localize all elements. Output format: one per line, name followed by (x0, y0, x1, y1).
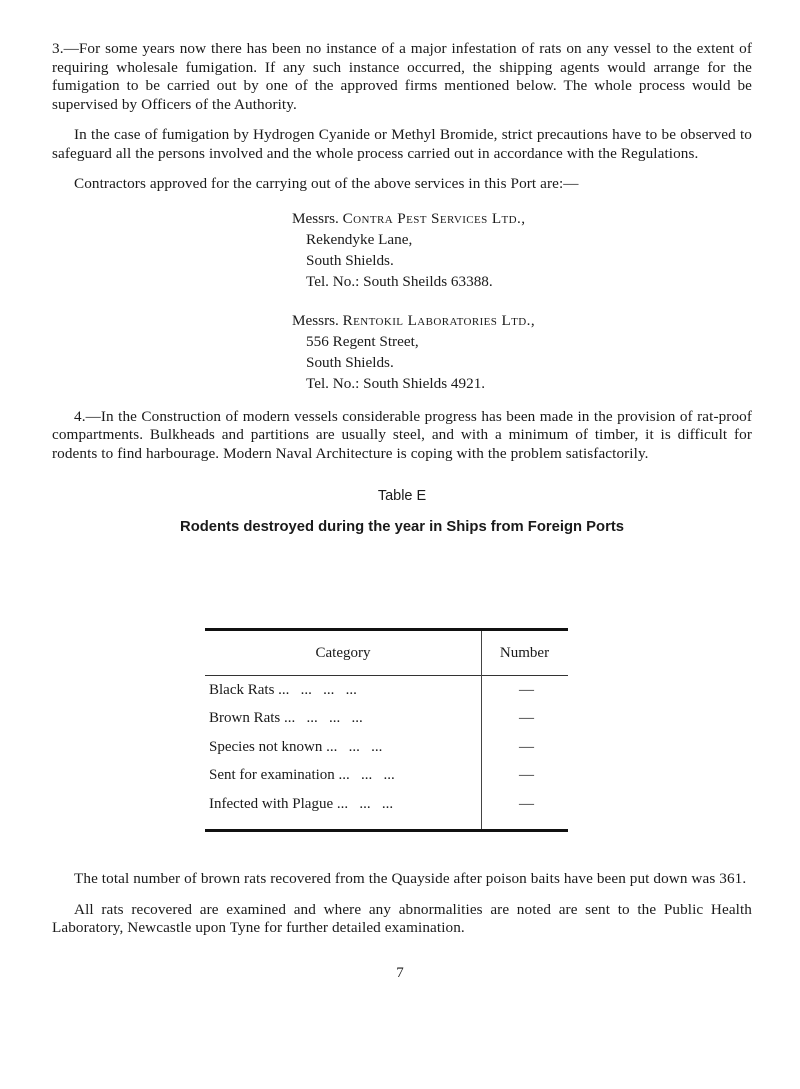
table-row (205, 733, 568, 762)
rodents-table (205, 628, 568, 832)
contractor-1-tel: Tel. No.: South Sheilds 63388. (306, 272, 493, 290)
row-number: — (519, 710, 534, 727)
paragraph-examination-text: All rats recovered are examined and where any abnormalities are noted are sent to the Public Health Laboratory, Newcastle upon Tyne for further detailed examination. (52, 900, 752, 936)
paragraph-3: 3.—For some years now there has been no instance of a major infestation of rats on any vessel to the extent of requiring wholesale fumigation. If any such instance occurred, the shipping agents would arrange for the fumigation to be carried out by one of the approved firms mentioned below. The whole process would be supervised by Officers of the Authority. (52, 40, 752, 113)
row-number: — (519, 795, 534, 812)
paragraph-total-brown-rats (52, 870, 752, 889)
contractor-2-town: South Shields. (306, 353, 394, 371)
row-category: Black Rats ... ... ... ... (209, 681, 357, 698)
page-number: 7 (396, 965, 404, 981)
row-number: — (519, 767, 534, 784)
header-category: Category (315, 644, 371, 661)
table-row (205, 705, 568, 734)
paragraph-fumigation-precautions (52, 126, 752, 163)
paragraph-contractors (52, 175, 752, 194)
table-title: Rodents destroyed during the year in Ships from Foreign Ports (180, 519, 624, 535)
table-header-row (205, 631, 568, 676)
table-row (205, 762, 568, 791)
row-category: Infected with Plague ... ... ... (209, 795, 394, 812)
contractor-1 (292, 208, 752, 292)
contractor-2-name: Rentokil Laboratories Ltd., (342, 311, 536, 329)
paragraph-4-text: 4.—In the Construction of modern vessels considerable progress has been made in the provision of rat-proof compartments. Bulkheads and partitions are usually steel, and with a minimum of timber, it is difficult for rodents to find harbourage. Modern Naval Architecture is coping with the problem satisfactorily. (52, 407, 752, 462)
paragraph-total-text: The total number of brown rats recovered from the Quayside after poison baits have been put down was 361. (74, 870, 747, 887)
table-label: Table E (377, 488, 427, 504)
contractor-1-prefix: Messrs. (292, 209, 343, 227)
row-category: Species not known ... ... ... (209, 738, 383, 755)
contractor-1-town: South Shields. (306, 251, 394, 269)
contractor-1-firm (292, 208, 752, 229)
document-page (52, 40, 752, 535)
contractor-2-tel: Tel. No.: South Shields 4921. (306, 374, 486, 392)
contractor-1-street: Rekendyke Lane, (306, 230, 413, 248)
contractor-2-firm (292, 310, 752, 331)
contractor-1-name: Contra Pest Services Ltd., (342, 209, 526, 227)
contractor-2-prefix: Messrs. (292, 311, 343, 329)
row-number: — (519, 681, 534, 698)
paragraph-4 (52, 408, 752, 464)
table-column-divider (481, 631, 482, 829)
table-row (205, 676, 568, 705)
row-number: — (519, 738, 534, 755)
row-category: Sent for examination ... ... ... (209, 767, 395, 784)
contractor-2 (292, 310, 752, 394)
paragraph-examination (52, 901, 752, 938)
contractor-2-street: 556 Regent Street, (306, 332, 419, 350)
paragraph-fumigation-precautions-text: In the case of fumigation by Hydrogen Cyanide or Methyl Bromide, strict precautions have to be observed to safeguard all the persons involved and the whole process carried out in accordance with the Regulations. (52, 126, 752, 162)
paragraph-contractors-text: Contractors approved for the carrying out of the above services in this Port are:— (74, 175, 579, 192)
row-category: Brown Rats ... ... ... ... (209, 710, 363, 727)
closing-section (52, 870, 752, 950)
header-number: Number (499, 644, 550, 661)
table-row (205, 790, 568, 819)
